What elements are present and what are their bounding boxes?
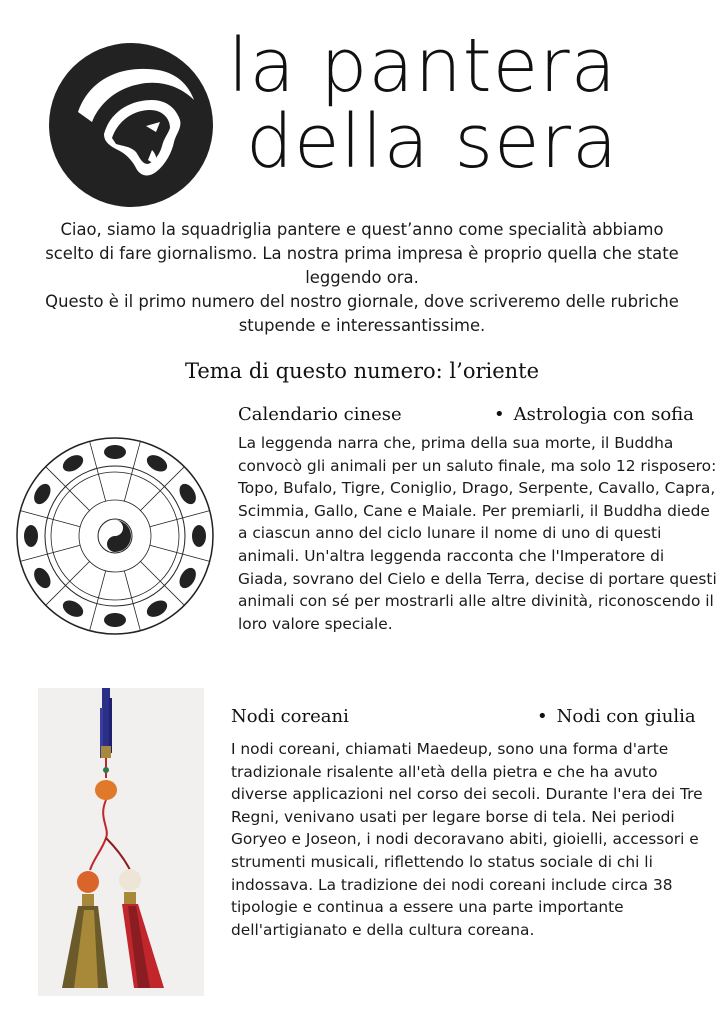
nodi-text: I nodi coreani, chiamati Maedeup, sono una forma d'arte tradizionale risalente all'età della pietra e che ha avuto diverse applicazioni nel corso dei secoli. Durante l'era dei Tre Regni, venivano usati per legare borse di tela. Nei periodi Goryeo e Joseon, i nodi decoravano abiti, gioielli, accessori e strumenti musicali, riflettendo lo status sociale di chi li indossava. La tradizione dei nodi coreani include circa 38 tipologie e continua a essere una parte importante dell'artigianato e della cultura coreana. (231, 740, 703, 939)
section-author-calendario: • Astrologia con sofia (494, 404, 694, 425)
korean-knot-photo (38, 688, 204, 996)
intro-paragraph-2: Questo è il primo numero del nostro giornale, dove scriveremo delle rubriche stupende e interessantissime. (45, 292, 679, 335)
panther-head-icon (48, 42, 214, 208)
wheel-spoke (150, 545, 210, 561)
zodiac-animal-icon (176, 565, 199, 591)
title-line-2: della sera (246, 99, 619, 185)
section-author-nodi: • Nodi con giulia (537, 706, 696, 727)
section-body-nodi (231, 738, 711, 941)
intro-paragraph-1: Ciao, siamo la squadriglia pantere e quest’anno come specialità abbiamo scelto di fare giornalismo. La nostra prima impresa è proprio quella che state leggendo ora. (45, 220, 679, 287)
zodiac-animal-icon (31, 481, 54, 507)
section-title-calendario: Calendario cinese (238, 404, 402, 425)
wheel-spoke (20, 545, 80, 561)
zodiac-animal-icon (24, 525, 38, 547)
title-line-1: la pantera (228, 23, 617, 109)
zodiac-animal-icon (31, 565, 54, 591)
zodiac-animal-icon (60, 597, 86, 620)
zodiac-animal-icon (176, 481, 199, 507)
wheel-spoke (20, 511, 80, 527)
intro-text (40, 218, 684, 338)
wheel-spoke (150, 511, 210, 527)
wheel-spoke (124, 571, 140, 631)
wheel-spoke (124, 441, 140, 501)
section-title-nodi: Nodi coreani (231, 706, 349, 727)
wheel-spoke (90, 571, 106, 631)
zodiac-animal-icon (104, 613, 126, 627)
wheel-spoke (90, 441, 106, 501)
calendario-text: La leggenda narra che, prima della sua morte, il Buddha convocò gli animali per un saluto finale, ma solo 12 risposero: Topo, Bufalo, Tigre, Coniglio, Drago, Serpente, Cavallo, Capra, Scimmia, Gallo, Cane e Maiale. Per premiarli, il Buddha diede a ciascun anno del ciclo lunare il nome di uno di questi animali. Un'altra leggenda racconta che l'Imperatore di Giada, sovrano del Cielo e della Terra, decise di portare questi animali con sé per mostrarli alle altre divinità, riconoscendo il loro valore speciale. (238, 434, 717, 633)
zodiac-animal-icon (144, 452, 170, 475)
zodiac-animal-icon (60, 452, 86, 475)
chinese-zodiac-wheel-icon (14, 432, 216, 640)
issue-theme: Tema di questo numero: l’oriente (184, 359, 540, 383)
zodiac-animal-icon (192, 525, 206, 547)
section-body-calendario (238, 432, 718, 635)
zodiac-animal-icon (144, 597, 170, 620)
newspaper-title (228, 23, 619, 185)
zodiac-animal-icon (104, 445, 126, 459)
